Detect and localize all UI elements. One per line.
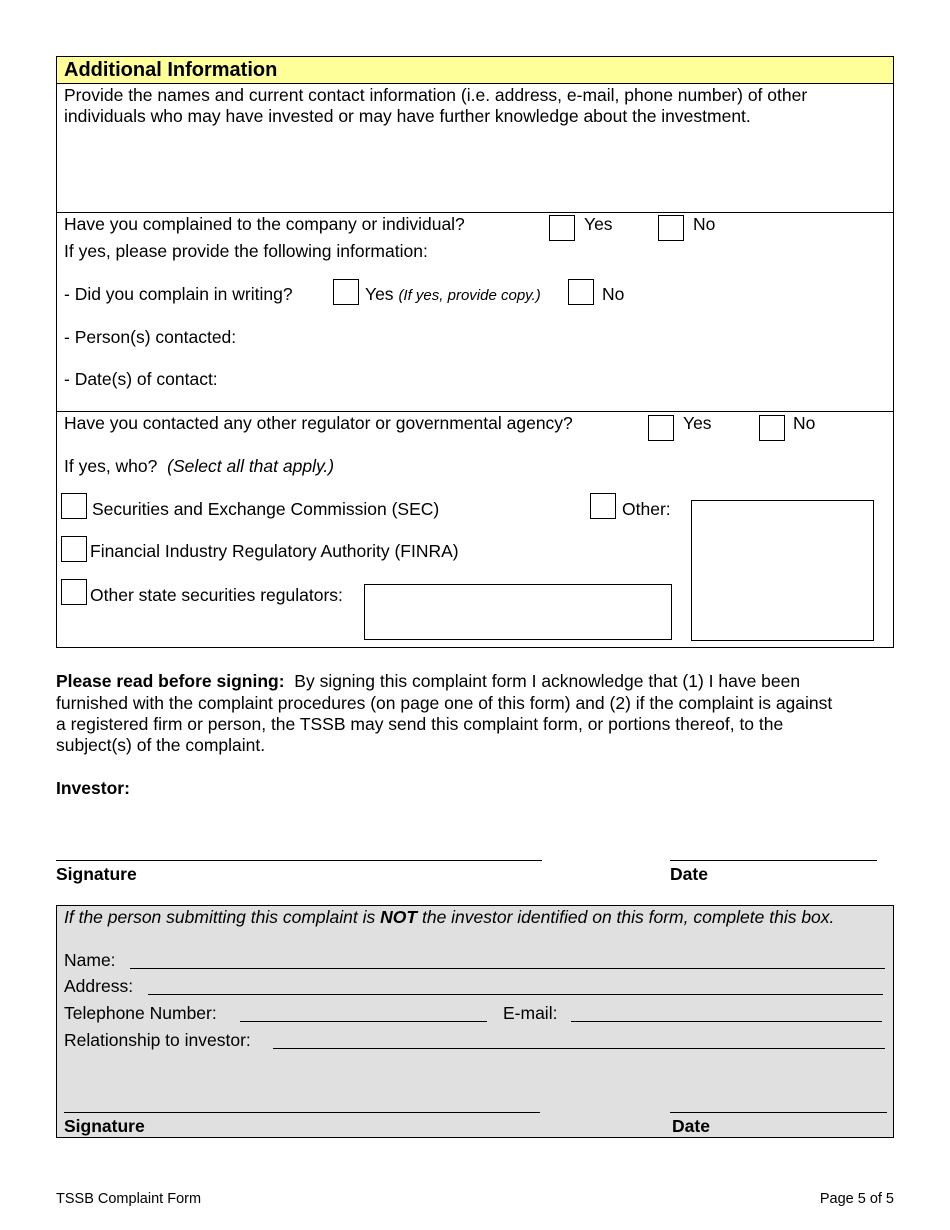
signing-statement-line2: furnished with the complaint procedures (on page one of this form) and (2) if the complaint is against: [56, 693, 833, 713]
row-divider: [56, 212, 894, 213]
writing-yes-checkbox[interactable]: [333, 279, 359, 305]
row-divider: [56, 411, 894, 412]
sec-checkbox[interactable]: [61, 493, 87, 519]
writing-yes-text: Yes: [365, 284, 394, 304]
regulator-yes-label: Yes: [683, 413, 712, 433]
persons-contacted: - Person(s) contacted:: [64, 327, 237, 347]
name-field[interactable]: [130, 968, 885, 969]
finra-checkbox[interactable]: [61, 536, 87, 562]
regulator-no-checkbox[interactable]: [759, 415, 785, 441]
submitter-date-label: Date: [672, 1116, 710, 1136]
telephone-field[interactable]: [240, 1021, 487, 1022]
signing-statement-line1: [56, 671, 800, 691]
relationship-label: Relationship to investor:: [64, 1030, 251, 1050]
complained-yes-label: Yes: [584, 214, 613, 234]
email-field[interactable]: [571, 1021, 882, 1022]
writing-yes-label: [365, 284, 541, 306]
telephone-label: Telephone Number:: [64, 1003, 217, 1023]
complained-question: Have you complained to the company or individual?: [64, 214, 465, 234]
address-label: Address:: [64, 976, 134, 996]
email-label: E-mail:: [503, 1003, 558, 1023]
regulator-question: Have you contacted any other regulator or governmental agency?: [64, 413, 573, 433]
footer-form-name: TSSB Complaint Form: [56, 1191, 202, 1207]
complained-no-label: No: [693, 214, 716, 234]
regulator-yes-checkbox[interactable]: [648, 415, 674, 441]
provide-contacts-text: Provide the names and current contact information (i.e. address, e-mail, phone number) of other: [64, 85, 808, 105]
dates-of-contact: - Date(s) of contact:: [64, 369, 218, 389]
investor-signature-line[interactable]: [56, 860, 542, 861]
writing-no-label: No: [602, 284, 625, 304]
investor-date-label: Date: [670, 864, 708, 884]
footer-page-number: Page 5 of 5: [819, 1191, 894, 1207]
other-label: Other:: [622, 499, 671, 519]
provide-contacts-text-2: individuals who may have invested or may have further knowledge about the investment.: [64, 106, 751, 126]
signing-statement-line3: a registered firm or person, the TSSB may send this complaint form, or portions thereof, to the: [56, 714, 784, 734]
if-yes-who-text: If yes, who?: [64, 456, 158, 476]
other-input-box[interactable]: [691, 500, 874, 641]
complained-no-checkbox[interactable]: [658, 215, 684, 241]
writing-question: - Did you complain in writing?: [64, 284, 293, 304]
investor-date-line[interactable]: [670, 860, 877, 861]
signing-text-1: By signing this complaint form I acknowledge that (1) I have been: [294, 671, 801, 691]
investor-label: Investor:: [56, 778, 130, 798]
section-title: Additional Information: [64, 59, 278, 81]
submitter-intro: [64, 907, 834, 927]
submitter-intro-not: NOT: [380, 907, 418, 927]
select-all-note: (Select all that apply.): [167, 456, 335, 476]
provide-copy-note: (If yes, provide copy.): [398, 287, 541, 304]
name-label: Name:: [64, 950, 116, 970]
finra-label: Financial Industry Regulatory Authority (FINRA): [90, 541, 459, 561]
address-field[interactable]: [148, 994, 883, 995]
other-state-label: Other state securities regulators:: [90, 585, 343, 605]
signing-lead: Please read before signing:: [56, 671, 285, 691]
regulator-no-label: No: [793, 413, 816, 433]
other-checkbox[interactable]: [590, 493, 616, 519]
writing-no-checkbox[interactable]: [568, 279, 594, 305]
investor-signature-label: Signature: [56, 864, 137, 884]
submitter-signature-label: Signature: [64, 1116, 145, 1136]
other-state-checkbox[interactable]: [61, 579, 87, 605]
signing-statement-line4: subject(s) of the complaint.: [56, 735, 266, 755]
submitter-date-line[interactable]: [670, 1112, 887, 1113]
if-yes-who: [64, 456, 334, 476]
submitter-intro-b: the investor identified on this form, complete this box.: [421, 907, 835, 927]
if-yes-text: If yes, please provide the following information:: [64, 241, 428, 261]
relationship-field[interactable]: [273, 1048, 885, 1049]
other-state-input-box[interactable]: [364, 584, 672, 640]
complained-yes-checkbox[interactable]: [549, 215, 575, 241]
sec-label: Securities and Exchange Commission (SEC): [92, 499, 440, 519]
submitter-signature-line[interactable]: [64, 1112, 540, 1113]
submitter-intro-a: If the person submitting this complaint is: [64, 907, 376, 927]
